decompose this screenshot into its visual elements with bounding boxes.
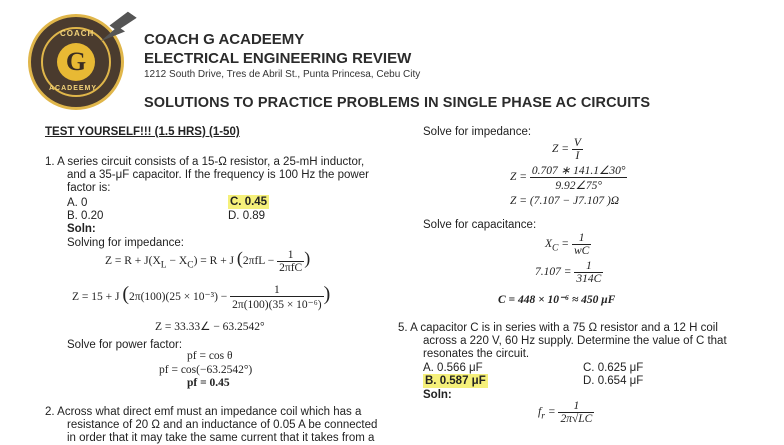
q1-option-d: D. 0.89 (228, 210, 266, 222)
z2-den: 9.92∠75° (555, 180, 602, 192)
q1-pf-eq2: pf = cos(−63.2542°) (159, 364, 253, 376)
z1-num: V (573, 137, 581, 149)
q5-option-c: C. 0.625 μF (583, 362, 644, 374)
eq2-den: 2π(100)(35 × 10⁻⁶) (232, 298, 322, 311)
q5-line3: resonates the circuit. (423, 348, 530, 360)
eq1-den: 2πfC (279, 261, 303, 274)
q1-impedance-label: Solving for impedance: (67, 237, 184, 249)
z1-left: Z = (552, 143, 570, 156)
logo-bottom-text: ACADEEMY (49, 85, 98, 92)
q2-line2: resistance of 20 Ω and an inductance of 0.05 A be connected (67, 419, 378, 431)
q2-line1: 2. Across what direct emf must an impedance coil which has a (45, 406, 362, 418)
r-eq-z-result: Z = (7.107 − J7.107 )Ω (510, 195, 620, 207)
q1-line1: 1. A series circuit consists of a 15-Ω resistor, a 25-mH inductor, (45, 156, 365, 168)
eq1-left: Z = R + J(X (105, 255, 161, 267)
program-name: ELECTRICAL ENGINEERING REVIEW (144, 50, 412, 67)
q1-line3: factor is: (67, 182, 111, 194)
xc-left: X (545, 238, 553, 251)
r-capacitance-label: Solve for capacitance: (423, 219, 537, 231)
q1-soln-label: Soln: (67, 223, 96, 235)
q1-option-c-answer: C. 0.45 (230, 196, 268, 208)
fr-left: f (538, 406, 542, 419)
q5-line1: 5. A capacitor C is in series with a 75 Ω resistor and a 12 H coil (398, 322, 718, 334)
fr-den: 2π√LC (560, 413, 593, 425)
q1-pf-label: Solve for power factor: (67, 339, 183, 351)
c2-den: 314C (576, 273, 602, 285)
q1-eq-impedance-result: Z = 33.33∠ − 63.2542° (155, 321, 265, 333)
q2-line3: in order that it may take the same current that it takes from a (67, 432, 375, 444)
eq2-num: 1 (230, 284, 323, 297)
academy-logo (28, 14, 124, 110)
z2-num: 0.707 ∗ 141.1∠30° (531, 165, 626, 177)
eq1-right: ) = R + J (193, 255, 235, 267)
q1-option-b: B. 0.20 (67, 210, 104, 222)
z2-left: Z = (510, 171, 528, 184)
q1-eq-impedance-values: Z = 15 + J (2π(100)(25 × 10⁻³) − $\frac{1}{\text{2π(100)(35 × 10⁻⁶)}}$ ) (72, 283, 331, 311)
r-eq-xc: $X_C$ = $\frac{1}{wC}$ (545, 232, 590, 257)
q1-line2: and a 35-μF capacitor. If the frequency is 100 Hz the power (67, 169, 369, 181)
xc-num: 1 (572, 232, 591, 245)
r-eq-c-values (535, 260, 603, 285)
c2-left: 7.107 = (535, 266, 572, 279)
c2-num: 1 (574, 260, 603, 273)
q5-option-d: D. 0.654 μF (583, 375, 644, 387)
xc-den: wC (573, 245, 590, 257)
r-eq-z-vi (552, 137, 583, 162)
q1-eq-impedance-general: $Z = R + J(X_L - X_C) = R + J$ (2πfL − $\frac{1}{\text{2πfC}}$ ) (105, 248, 311, 274)
eq2-body: 2π(100)(25 × 10⁻³) − (129, 291, 228, 303)
eq1-num: 1 (277, 249, 304, 262)
eq1-mid: − X (166, 255, 188, 267)
logo-letter: G (57, 43, 95, 81)
q5-option-b-answer: B. 0.587 μF (425, 375, 486, 387)
org-name: COACH G ACADEEMY (144, 31, 305, 48)
section-title: TEST YOURSELF!!! (1.5 HRS) (1-50) (45, 126, 240, 138)
fr-num: 1 (558, 400, 594, 413)
address: 1212 South Drive, Tres de Abril St., Punta Princesa, Cebu City (144, 69, 421, 80)
eq2-left: Z = 15 + J (72, 291, 120, 303)
q1-pf-eq1: pf = cos θ (187, 350, 233, 362)
r-eq-z-values (510, 163, 627, 192)
eq1-2pifl: 2πfL − (242, 255, 275, 267)
q1-pf-result: pf = 0.45 (187, 377, 230, 389)
q5-eq-resonance: $f_r$ = $\frac{1}{2\pi√LC}$ (538, 400, 593, 425)
r-eq-c-result: C = 448 × 10⁻⁶ ≈ 450 μF (498, 294, 616, 306)
q5-soln-label: Soln: (423, 389, 452, 401)
q5-line2: across a 220 V, 60 Hz supply. Determine the value of C that (423, 335, 727, 347)
logo-top-text: COACH (60, 29, 95, 38)
q5-option-a: A. 0.566 μF (423, 362, 483, 374)
r-impedance-label: Solve for impedance: (423, 126, 532, 138)
z1-den: I (575, 150, 580, 162)
page-title: SOLUTIONS TO PRACTICE PROBLEMS IN SINGLE PHASE AC CIRCUITS (144, 95, 651, 111)
q1-option-a: A. 0 (67, 197, 88, 209)
